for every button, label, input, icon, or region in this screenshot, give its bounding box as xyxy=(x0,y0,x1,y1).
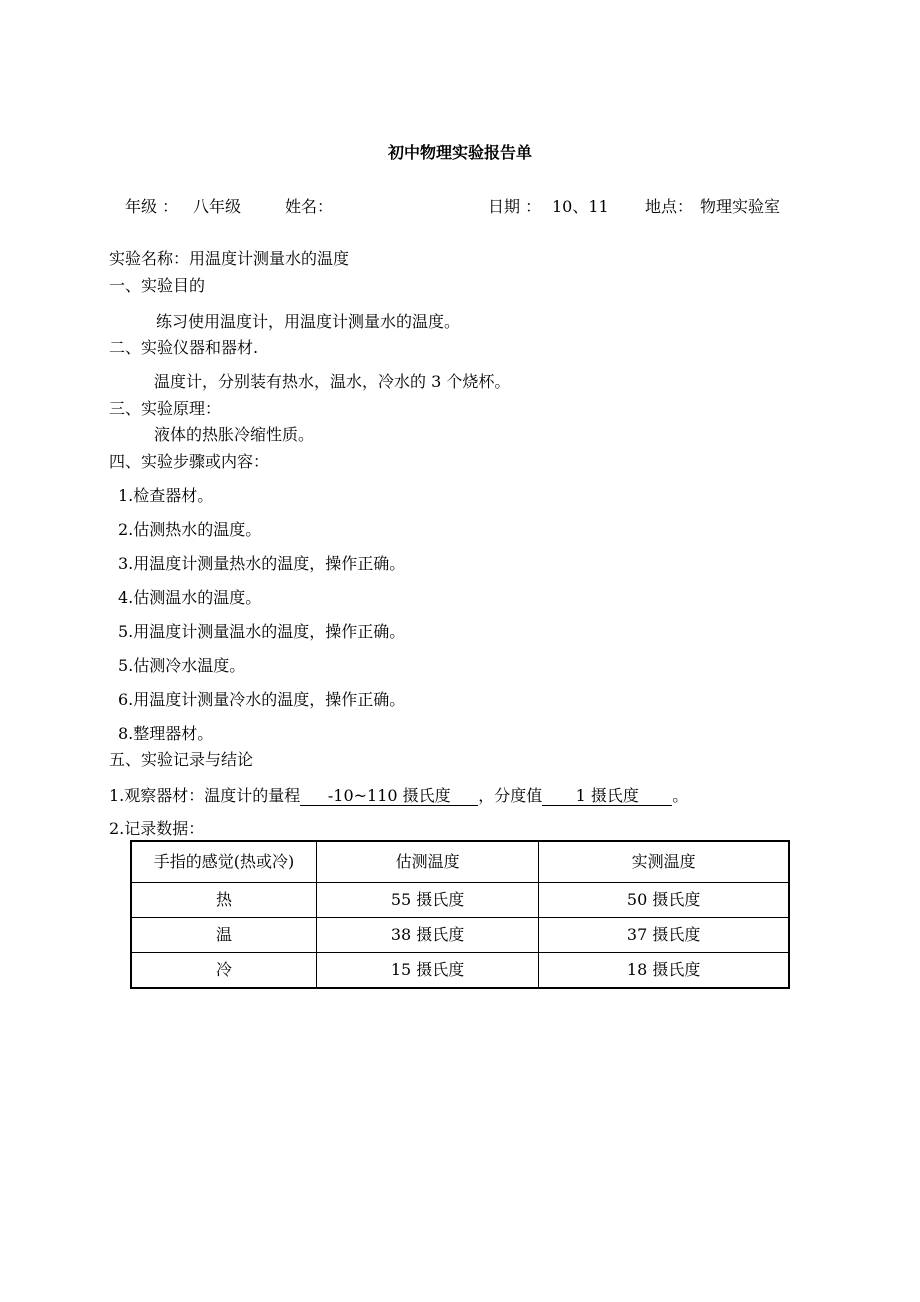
table-header: 手指的感觉(热或冷) xyxy=(131,841,316,883)
table-cell: 18 摄氏度 xyxy=(539,953,789,989)
grade-label: 年级 ： xyxy=(125,197,179,216)
observe-prefix: 1.观察器材：温度计的量程 xyxy=(109,786,301,805)
section-2-body: 温度计，分别装有热水，温水，冷水的 3 个烧杯。 xyxy=(154,372,511,391)
data-table xyxy=(130,840,790,989)
table-cell: 15 摄氏度 xyxy=(316,953,538,989)
table-cell: 冷 xyxy=(131,953,316,989)
step-item: 1.检查器材。 xyxy=(118,486,214,505)
name-label: 姓名： xyxy=(285,197,334,216)
observe-line xyxy=(109,786,688,806)
table-cell: 热 xyxy=(131,883,316,918)
section-1-body: 练习使用温度计，用温度计测量水的温度。 xyxy=(156,312,461,331)
range-value: -10~110 摄氏度 xyxy=(300,787,478,806)
table-cell: 55 摄氏度 xyxy=(316,883,538,918)
place-label: 地点： xyxy=(645,197,694,216)
date-value: 10、11 xyxy=(552,197,609,216)
grade-value: 八年级 xyxy=(193,197,242,216)
step-item: 2.估测热水的温度。 xyxy=(118,520,262,539)
data-label: 2.记录数据： xyxy=(109,819,205,838)
table-row xyxy=(131,883,789,918)
table-header: 估测温度 xyxy=(316,841,538,883)
table-cell: 37 摄氏度 xyxy=(539,918,789,953)
table-cell: 38 摄氏度 xyxy=(316,918,538,953)
section-4-title: 四、实验步骤或内容： xyxy=(109,452,270,471)
section-1-title: 一、实验目的 xyxy=(109,276,206,295)
table-row xyxy=(131,953,789,989)
section-2-title: 二、实验仪器和器材. xyxy=(109,338,259,357)
observe-mid: ，分度值 xyxy=(478,786,543,805)
section-3-body: 液体的热胀冷缩性质。 xyxy=(154,425,315,444)
document-title: 初中物理实验报告单 xyxy=(387,143,532,162)
step-item: 5.用温度计测量温水的温度，操作正确。 xyxy=(118,622,406,641)
step-item: 8.整理器材。 xyxy=(118,724,214,743)
step-item: 3.用温度计测量热水的温度，操作正确。 xyxy=(118,554,406,573)
table-row xyxy=(131,918,789,953)
table-cell: 温 xyxy=(131,918,316,953)
division-value: 1 摄氏度 xyxy=(542,787,672,806)
table-header: 实测温度 xyxy=(539,841,789,883)
table-cell: 50 摄氏度 xyxy=(539,883,789,918)
observe-suffix: 。 xyxy=(672,786,689,805)
table-header-row xyxy=(131,841,789,883)
step-item: 6.用温度计测量冷水的温度，操作正确。 xyxy=(118,690,406,709)
step-item: 4.估测温水的温度。 xyxy=(118,588,262,607)
date-label: 日期 ： xyxy=(488,197,542,216)
step-item: 5.估测冷水温度。 xyxy=(118,656,246,675)
experiment-name: 实验名称：用温度计测量水的温度 xyxy=(109,249,350,268)
place-value: 物理实验室 xyxy=(700,197,781,216)
section-5-title: 五、实验记录与结论 xyxy=(109,750,254,769)
section-3-title: 三、实验原理： xyxy=(109,399,222,418)
